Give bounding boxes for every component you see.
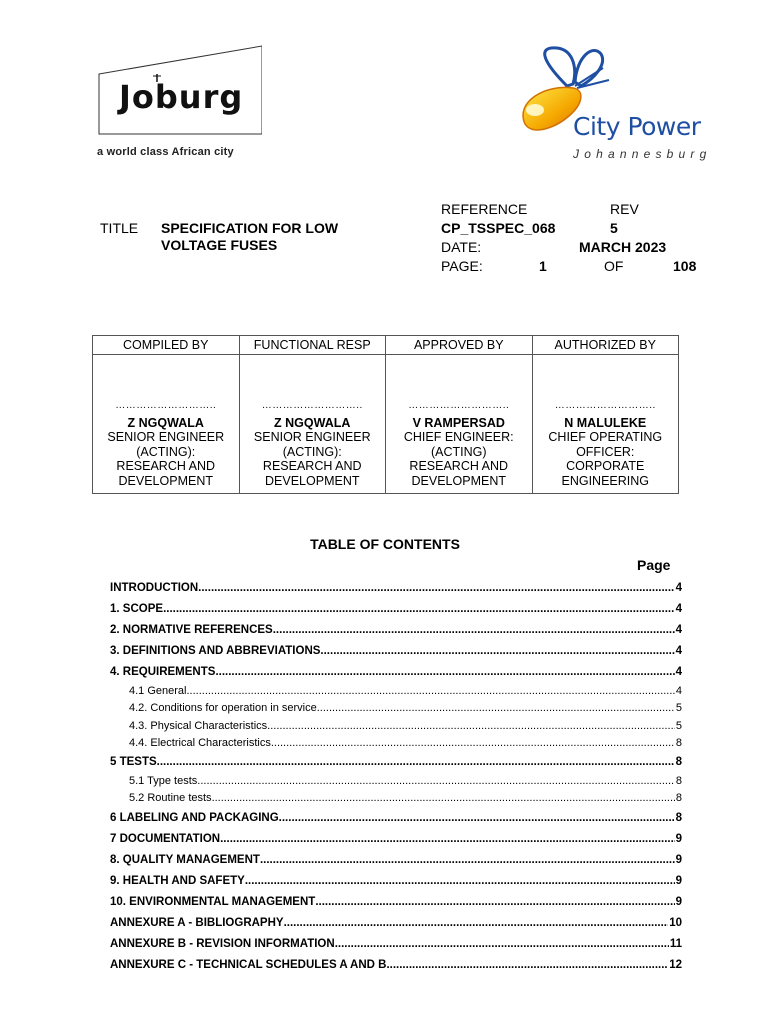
page-label: PAGE:	[441, 258, 483, 274]
toc-entry-label: ANNEXURE B - REVISION INFORMATION	[110, 937, 335, 950]
signature-line: ………………………..	[261, 400, 363, 411]
toc-entry-page: 4	[675, 624, 682, 636]
toc-leader-dots	[267, 718, 675, 735]
toc-entry-page: 5	[675, 719, 682, 732]
toc-entry-label: INTRODUCTION	[110, 582, 199, 594]
signatures-body-row	[93, 355, 679, 494]
signatory-role: OFFICER:	[576, 444, 635, 459]
reference-value: CP_TSSPEC_068	[441, 220, 556, 236]
toc-entry-label: 8. QUALITY MANAGEMENT	[110, 853, 260, 866]
toc-entry[interactable]	[110, 871, 682, 892]
signatory-role: SENIOR ENGINEER	[253, 430, 371, 444]
reference-label: REFERENCE	[441, 201, 528, 217]
toc-list	[110, 578, 682, 976]
toc-entry-page: 4	[675, 685, 682, 697]
toc-title: TABLE OF CONTENTS	[310, 536, 460, 552]
signatory-role: RESEARCH AND	[116, 459, 216, 473]
toc-entry[interactable]	[110, 620, 682, 641]
toc-entry-page: 9	[675, 853, 682, 866]
toc-entry-page: 4	[675, 666, 682, 678]
signatures-header-row	[93, 336, 679, 355]
city-power-name: City Power	[573, 112, 701, 141]
signature-cell	[386, 355, 533, 494]
toc-leader-dots	[212, 790, 675, 807]
signature-cell	[532, 355, 679, 494]
toc-entry-label: 9. HEALTH AND SAFETY	[110, 874, 245, 887]
rev-label: REV	[610, 201, 639, 217]
title-line-1: SPECIFICATION FOR LOW	[161, 220, 339, 236]
toc-entry-page: 4	[675, 582, 682, 594]
date-value: MARCH 2023	[579, 239, 667, 255]
toc-entry-label: 1. SCOPE	[110, 603, 164, 615]
toc-leader-dots	[157, 752, 675, 773]
toc-entry-page: 4	[675, 603, 682, 615]
header-authorized-by: AUTHORIZED BY	[532, 336, 679, 355]
toc-entry[interactable]	[110, 773, 682, 790]
toc-entry-label: ANNEXURE C - TECHNICAL SCHEDULES A AND B	[110, 958, 387, 971]
signatory-role: CHIEF OPERATING	[548, 430, 663, 444]
toc-entry-page: 9	[675, 874, 682, 887]
toc-leader-dots	[245, 871, 675, 892]
joburg-logo	[97, 44, 262, 136]
toc-entry-label: 4.1 General	[129, 685, 187, 697]
toc-entry-page: 8	[675, 756, 682, 769]
toc-leader-dots	[198, 578, 674, 599]
toc-entry-page: 8	[675, 811, 682, 824]
toc-leader-dots	[197, 773, 675, 790]
toc-entry-label: 5 TESTS	[110, 756, 157, 769]
toc-entry-page: 9	[675, 832, 682, 845]
toc-leader-dots	[215, 662, 674, 683]
toc-leader-dots	[335, 934, 669, 955]
toc-page-header: Page	[637, 557, 671, 573]
toc-entry[interactable]	[110, 599, 682, 620]
joburg-wordmark: Joburg	[119, 78, 244, 116]
toc-entry[interactable]	[110, 578, 682, 599]
toc-entry-label: 5.2 Routine tests	[129, 792, 212, 805]
title-label: TITLE	[100, 220, 139, 236]
signatory-role: DEVELOPMENT	[118, 473, 213, 488]
toc-entry[interactable]	[110, 700, 682, 717]
toc-entry[interactable]	[110, 850, 682, 871]
signature-line: ………………………..	[408, 400, 510, 411]
header-approved-by: APPROVED BY	[386, 336, 533, 355]
toc-leader-dots	[279, 808, 675, 829]
toc-entry-label: 3. DEFINITIONS AND ABBREVIATIONS	[110, 645, 321, 657]
toc-entry-label: 4. REQUIREMENTS	[110, 666, 216, 678]
signatory-role: ENGINEERING	[561, 473, 649, 488]
toc-entry-page: 10	[669, 916, 682, 929]
rev-value: 5	[610, 220, 618, 236]
toc-leader-dots	[315, 892, 674, 913]
toc-leader-dots	[273, 620, 675, 641]
title-line-2: VOLTAGE FUSES	[161, 237, 278, 253]
signature-cell	[239, 355, 386, 494]
toc-entry[interactable]	[110, 913, 682, 934]
toc-entry-page: 8	[675, 775, 682, 788]
toc-entry-page: 8	[675, 736, 682, 749]
toc-entry-label: 2. NORMATIVE REFERENCES	[110, 624, 273, 636]
toc-entry[interactable]	[110, 683, 682, 700]
signature-line: ………………………..	[115, 400, 217, 411]
toc-entry-page: 5	[675, 702, 682, 715]
toc-entry[interactable]	[110, 662, 682, 683]
toc-entry[interactable]	[110, 829, 682, 850]
toc-entry[interactable]	[110, 955, 682, 976]
toc-leader-dots	[186, 683, 674, 700]
signatory-name: V RAMPERSAD	[412, 415, 505, 430]
date-label: DATE:	[441, 239, 482, 255]
toc-entry-label: 4.4. Electrical Characteristics	[129, 736, 271, 749]
city-power-city: Johannesburg	[573, 147, 712, 161]
toc-entry-label: 4.2. Conditions for operation in service	[129, 702, 317, 715]
toc-entry-label: 4.3. Physical Characteristics	[129, 719, 268, 732]
signatory-name: N MALULEKE	[564, 415, 647, 430]
page-value: 1	[539, 258, 547, 274]
toc-entry[interactable]	[110, 934, 682, 955]
signatory-role: (ACTING)	[430, 444, 487, 459]
signatory-name: Z NGQWALA	[127, 415, 204, 430]
toc-entry[interactable]	[110, 752, 682, 773]
toc-leader-dots	[260, 850, 675, 871]
toc-entry[interactable]	[110, 808, 682, 829]
toc-leader-dots	[271, 735, 675, 752]
signatory-role: DEVELOPMENT	[265, 473, 360, 488]
toc-leader-dots	[317, 700, 675, 717]
toc-entry-page: 9	[675, 895, 682, 908]
signatures-table	[92, 335, 679, 494]
toc-entry-page: 4	[675, 645, 682, 657]
toc-leader-dots	[284, 913, 669, 934]
of-value: 108	[673, 258, 697, 274]
of-label: OF	[604, 258, 624, 274]
joburg-tagline: a world class African city	[97, 146, 234, 158]
toc-entry[interactable]	[110, 892, 682, 913]
signatory-role: RESEARCH AND	[262, 459, 362, 473]
toc-entry[interactable]	[110, 735, 682, 752]
toc-entry-page: 12	[669, 958, 682, 971]
toc-entry[interactable]	[110, 790, 682, 807]
toc-entry[interactable]	[110, 718, 682, 735]
toc-entry-label: 6 LABELING AND PACKAGING	[110, 811, 279, 824]
signatory-role: (ACTING):	[136, 444, 196, 459]
toc-entry-page: 8	[675, 792, 682, 805]
header-compiled-by: COMPILED BY	[93, 336, 240, 355]
toc-entry-label: 5.1 Type tests	[129, 775, 198, 788]
toc-entry-page: 11	[669, 937, 682, 950]
signatory-role: SENIOR ENGINEER	[107, 430, 225, 444]
signatory-role: CHIEF ENGINEER:	[403, 430, 514, 444]
toc-entry-label: ANNEXURE A - BIBLIOGRAPHY	[110, 916, 284, 929]
signatory-role: CORPORATE	[566, 459, 645, 473]
signatory-role: DEVELOPMENT	[411, 473, 506, 488]
signatory-role: RESEARCH AND	[409, 459, 509, 473]
toc-entry[interactable]	[110, 641, 682, 662]
toc-entry-label: 10. ENVIRONMENTAL MANAGEMENT	[110, 895, 316, 908]
signatory-name: Z NGQWALA	[274, 415, 351, 430]
header-functional-resp: FUNCTIONAL RESP	[239, 336, 386, 355]
toc-leader-dots	[320, 641, 674, 662]
toc-leader-dots	[386, 955, 668, 976]
toc-leader-dots	[163, 599, 675, 620]
city-power-logo	[505, 44, 720, 164]
toc-leader-dots	[220, 829, 674, 850]
signature-line: ………………………..	[554, 400, 656, 411]
toc-entry-label: 7 DOCUMENTATION	[110, 832, 221, 845]
signatory-role: (ACTING):	[282, 444, 342, 459]
signature-cell	[93, 355, 240, 494]
